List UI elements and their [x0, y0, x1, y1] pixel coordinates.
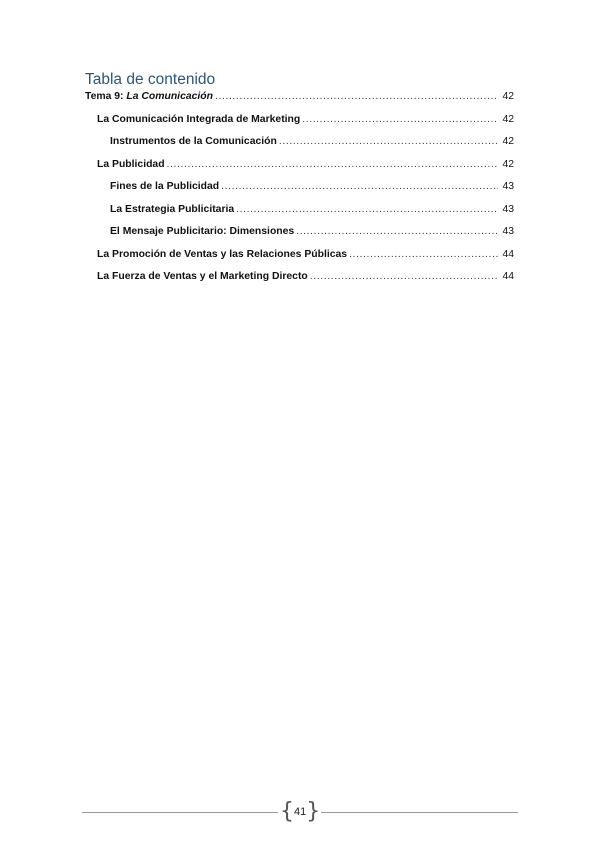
- toc-entry-instrumentos[interactable]: [85, 136, 514, 159]
- toc-entry-title: La Promoción de Ventas y las Relaciones Públicas: [97, 248, 348, 260]
- toc-entry-tema-9[interactable]: [85, 91, 514, 114]
- right-brace-icon: }: [306, 799, 321, 824]
- toc-entry-fines-publicidad[interactable]: [85, 181, 514, 204]
- toc-entry-page: 42: [502, 136, 514, 147]
- toc-entry-comunicacion-integrada[interactable]: [85, 114, 514, 137]
- toc-entry-title: El Mensaje Publicitario: Dimensiones: [110, 226, 295, 237]
- dot-leader: [279, 136, 498, 147]
- footer-page-number: [280, 800, 320, 824]
- toc-entry-page: 42: [502, 158, 514, 170]
- toc-entry-title: La Publicidad: [97, 158, 165, 170]
- toc-entry-page: 44: [502, 271, 514, 282]
- dot-leader: [236, 204, 498, 215]
- toc-entry-title: La Fuerza de Ventas y el Marketing Directo: [97, 271, 308, 282]
- toc-list: [85, 91, 514, 294]
- toc-entry-title: Instrumentos de la Comunicación: [110, 136, 277, 147]
- toc-entry-title: La Estrategia Publicitaria: [110, 203, 235, 215]
- toc-entry-prefix: Tema 9:: [85, 91, 127, 102]
- dot-leader: [296, 226, 498, 237]
- toc-entry-fuerza-ventas[interactable]: [85, 271, 514, 294]
- dot-leader: [215, 91, 498, 102]
- dot-leader: [302, 114, 498, 125]
- toc-entry-mensaje-publicitario[interactable]: [85, 226, 514, 249]
- toc-entry-title: Fines de la Publicidad: [110, 181, 220, 192]
- toc-entry-subtitle: La Comunicación: [126, 91, 213, 102]
- toc-entry-page: 42: [502, 91, 514, 102]
- toc-entry-page: 43: [502, 181, 514, 192]
- dot-leader: [310, 271, 498, 282]
- footer-rule-left: [82, 812, 278, 813]
- toc-entry-page: 44: [502, 248, 514, 260]
- dot-leader: [221, 181, 498, 192]
- page-number: 41: [294, 806, 307, 818]
- toc-entry-page: 43: [502, 203, 514, 215]
- toc-entry-title: [85, 91, 213, 102]
- toc-entry-page: 43: [502, 226, 514, 237]
- toc-entry-page: 42: [502, 113, 514, 125]
- toc-heading: Tabla de contenido: [85, 71, 216, 88]
- toc-entry-promocion-ventas[interactable]: [85, 249, 514, 272]
- toc-entry-publicidad[interactable]: [85, 159, 514, 182]
- dot-leader: [167, 159, 498, 170]
- left-brace-icon: {: [280, 799, 294, 824]
- footer-rule-right: [321, 812, 518, 813]
- toc-entry-title: La Comunicación Integrada de Marketing: [97, 113, 301, 125]
- toc-entry-estrategia-publicitaria[interactable]: [85, 204, 514, 227]
- dot-leader: [349, 249, 498, 260]
